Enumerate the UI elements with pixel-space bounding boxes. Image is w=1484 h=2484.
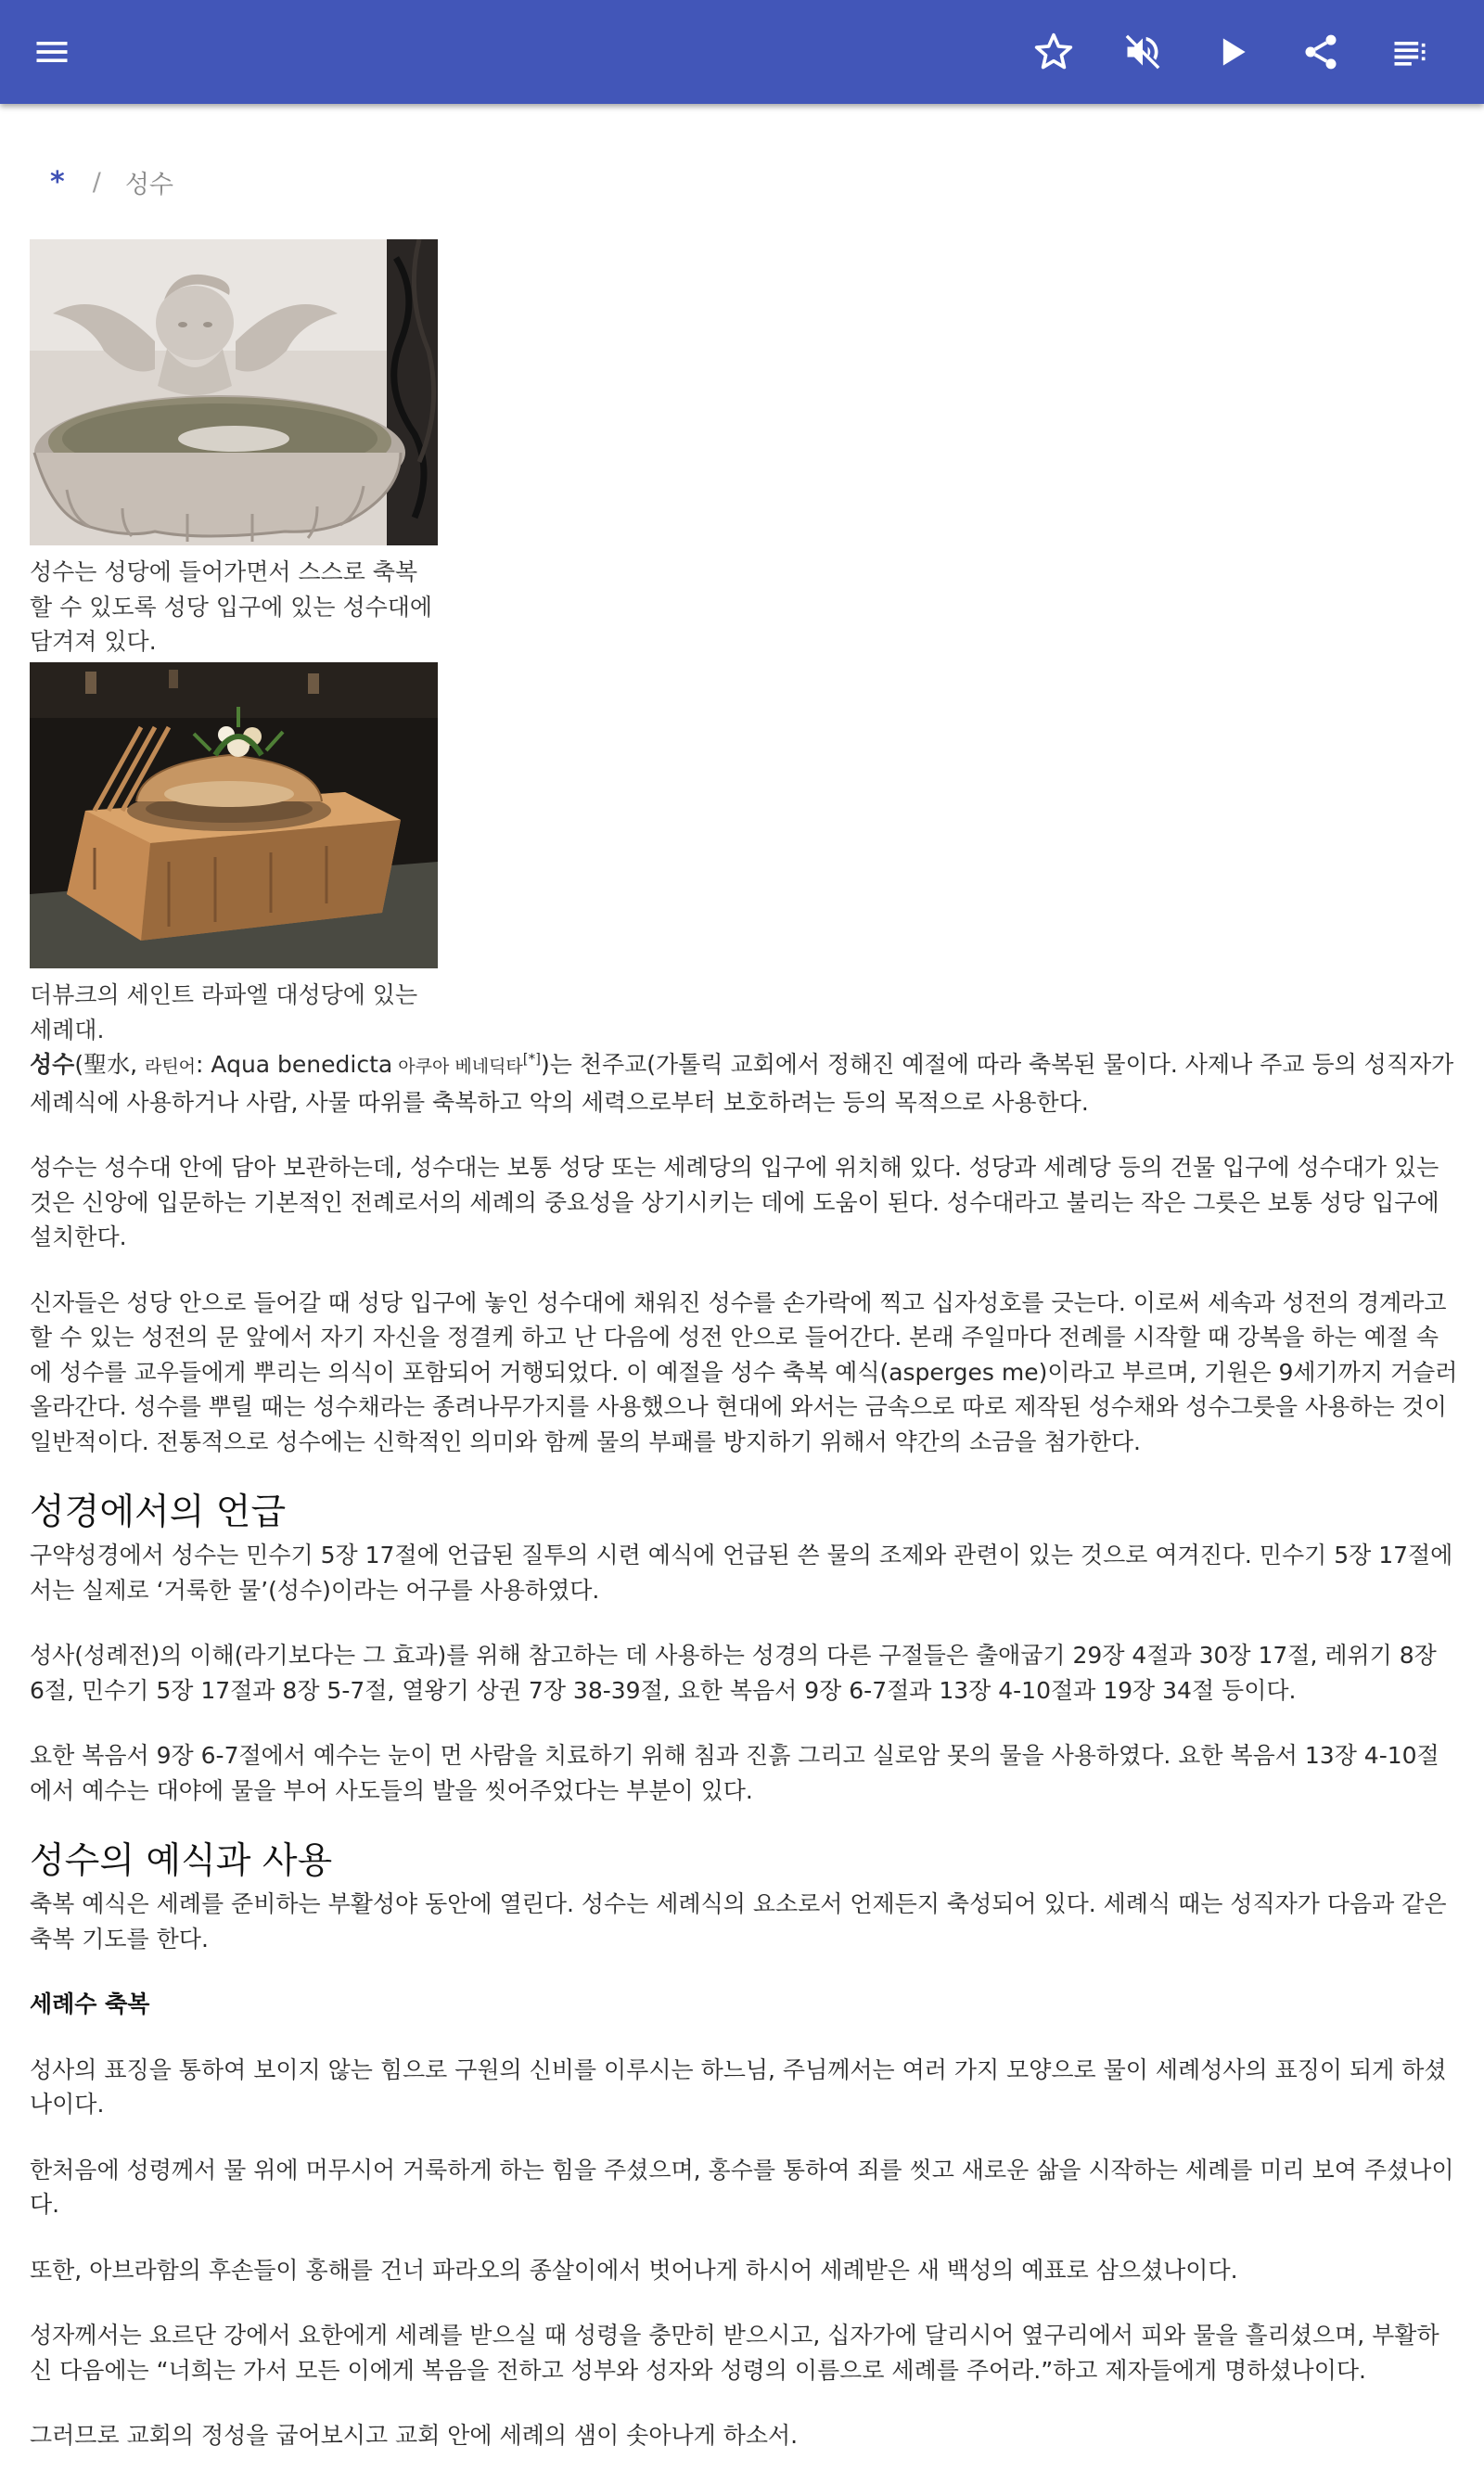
breadcrumb-home-link[interactable]: * bbox=[50, 165, 65, 198]
list-icon bbox=[1389, 32, 1430, 72]
share-icon bbox=[1300, 32, 1341, 72]
latin-name: Aqua benedicta bbox=[211, 1051, 393, 1078]
section-heading: 성수의 예식과 사용 bbox=[30, 1840, 333, 1882]
section-paragraph: 요한 복음서 9장 6-7절에서 예수는 눈이 먼 사람을 치료하기 위해 침과 진흙 그리고 실로암 못의 물을 사용하였다. 요한 복음서 13장 4-10절에서 예수는 대야에 물을 부어 사도들의 발을 씻어주었다는 부분이 있다. bbox=[30, 1742, 1439, 1804]
section-paragraph: 축복 예식은 세례를 준비하는 부활성야 동안에 열린다. 성수는 세례식의 요소로서 언제든지 축성되어 있다. 세례식 때는 성직자가 다음과 같은 축복 기도를 한다. bbox=[30, 1890, 1447, 1953]
menu-icon bbox=[32, 32, 72, 72]
figure-caption: 성수는 성당에 들어가면서 스스로 축복할 수 있도록 성당 입구에 있는 성수대에 담겨져 있다. bbox=[30, 558, 433, 655]
mute-button[interactable] bbox=[1113, 22, 1172, 82]
lead-text: (聖水, bbox=[74, 1051, 145, 1078]
breadcrumb-separator: / bbox=[92, 167, 101, 197]
breadcrumb bbox=[50, 163, 173, 200]
note-link[interactable]: [*] bbox=[522, 1050, 541, 1068]
section-paragraph: 구약성경에서 성수는 민수기 5장 17절에 언급된 질투의 시련 예식에 언급된 쓴 물의 조제와 관련이 있는 것으로 여겨진다. 민수기 5장 17절에서는 실제로 ‘거룩한 물’(성수)이라는 어구를 사용하였다. bbox=[30, 1542, 1453, 1604]
intro-paragraph: 신자들은 성당 안으로 들어갈 때 성당 입구에 놓인 성수대에 채워진 성수를 손가락에 찍고 십자성호를 긋는다. 이로써 세속과 성전의 경계라고 할 수 있는 성전의 문 앞에서 자기 자신을 정결케 하고 난 다음에 성전 안으로 들어간다. 본래 주일마다 전례를 시작할 때 강복을 하는 예절 속에 성수를 교우들에게 뿌리는 의식이 포함되어 거행되었다. 이 예절을 성수 축복 예식(asperges me)이라고 부르며, 기원은 9세기까지 거슬러 올라간다. 성수를 뿌릴 때는 성수채라는 종려나무가지를 사용했으나 현대에 와서는 금속으로 따로 제작된 성수채와 성수그릇을 사용하는 것이 일반적이다. 전통적으로 성수에는 신학적인 의미와 함께 물의 부패를 방지하기 위해서 약간의 소금을 첨가한다. bbox=[30, 1288, 1458, 1455]
play-icon bbox=[1211, 32, 1252, 72]
play-button[interactable] bbox=[1202, 22, 1261, 82]
section-heading: 성경에서의 언급 bbox=[30, 1492, 287, 1533]
article-body bbox=[30, 1047, 1458, 2484]
language-link[interactable]: 라틴어 bbox=[144, 1056, 197, 1077]
intro-paragraph: 성수는 성수대 안에 담아 보관하는데, 성수대는 보통 성당 또는 세례당의 입구에 위치해 있다. 성당과 세례당 등의 건물 입구에 성수대가 있는 것은 신앙에 입문하는 기본적인 전례로서의 세례의 중요성을 상기시키는 데에 도움이 된다. 성수대라고 불리는 작은 그릇은 보통 성당 입구에 설치한다. bbox=[30, 1154, 1439, 1250]
volume-off-icon bbox=[1122, 32, 1163, 72]
figure-baptismal-font bbox=[30, 662, 438, 1047]
lead-term: 성수 bbox=[30, 1051, 75, 1078]
breadcrumb-current: 성수 bbox=[124, 170, 173, 199]
app-bar bbox=[0, 0, 1484, 104]
holy-water-font-image[interactable] bbox=[30, 239, 438, 545]
prayer-paragraph: 성사의 표징을 통하여 보이지 않는 힘으로 구원의 신비를 이루시는 하느님, 주님께서는 여러 가지 모양으로 물이 세례성사의 표징이 되게 하셨나이다. bbox=[30, 2055, 1447, 2118]
bookmark-button[interactable] bbox=[1024, 22, 1083, 82]
share-button[interactable] bbox=[1291, 22, 1350, 82]
baptismal-font-image[interactable] bbox=[30, 662, 438, 968]
subheading: 세례수 축복 bbox=[30, 1991, 150, 2017]
section-paragraph: 성사(성례전)의 이해(라기보다는 그 효과)를 위해 참고하는 데 사용하는 성경의 다른 구절들은 출애굽기 29장 4절과 30장 17절, 레위기 8장 6절, 민수기 5장 17절과 8장 5-7절, 열왕기 상권 7장 38-39절, 요한 복음서 9장 6-7절과 13장 4-10절과 19장 34절 등이다. bbox=[30, 1642, 1437, 1704]
star-icon bbox=[1033, 32, 1074, 72]
prayer-paragraph: 그러므로 교회의 정성을 굽어보시고 교회 안에 세례의 샘이 솟아나게 하소서. bbox=[30, 2422, 799, 2449]
lead-paragraph bbox=[30, 1047, 1458, 1120]
figure-caption: 더뷰크의 세인트 라파엘 대성당에 있는 세례대. bbox=[30, 981, 418, 1044]
prayer-paragraph: 한처음에 성령께서 물 위에 머무시어 거룩하게 하는 힘을 주셨으며, 홍수를 통하여 죄를 씻고 새로운 삶을 시작하는 세례를 미리 보여 주셨나이다. bbox=[30, 2156, 1454, 2218]
latin-reading: 아쿠아 베네딕타 bbox=[392, 1056, 523, 1077]
figure-holy-water-font bbox=[30, 239, 438, 659]
lead-text: )는 천주교(가톨릭 교회에서 정해진 예절에 따라 축복된 물이다. 사제나 주교 등의 성직자가 세례식에 사용하거나 사람, 사물 따위를 축복하고 악의 세력으로부터 보호하려는 등의 목적으로 사용한다. bbox=[30, 1051, 1454, 1116]
prayer-paragraph: 성자께서는 요르단 강에서 요한에게 세례를 받으실 때 성령을 충만히 받으시고, 십자가에 달리시어 옆구리에서 피와 물을 흘리셨으며, 부활하신 다음에는 “너희는 가서 모든 이에게 복음을 전하고 성부와 성자와 성령의 이름으로 세례를 주어라.”하고 제자들에게 명하셨나이다. bbox=[30, 2322, 1439, 2384]
prayer-paragraph: 또한, 아브라함의 후손들이 홍해를 건너 파라오의 종살이에서 벗어나게 하시어 세례받은 새 백성의 예표로 삼으셨나이다. bbox=[30, 2256, 1238, 2284]
contents-button[interactable] bbox=[1380, 22, 1439, 82]
lead-text: : bbox=[196, 1051, 211, 1078]
menu-button[interactable] bbox=[22, 22, 82, 82]
